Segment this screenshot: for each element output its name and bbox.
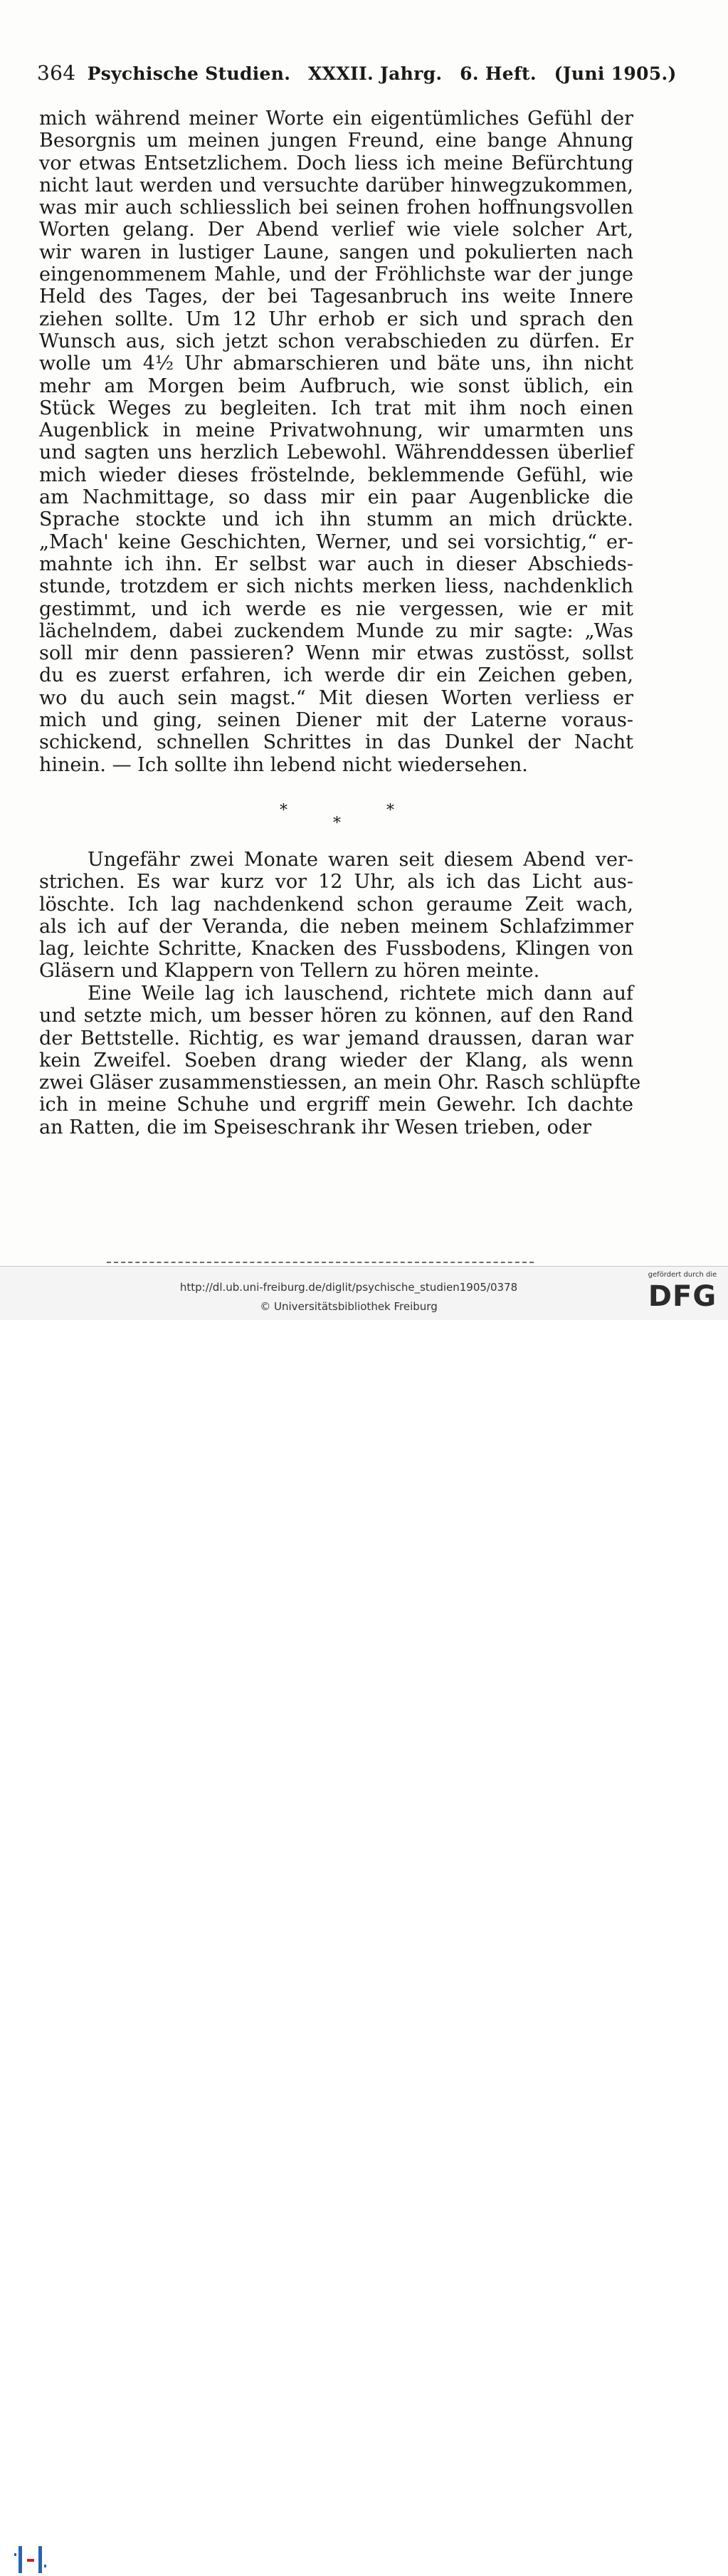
text-line: „Mach' keine Geschichten, Werner, und sei vorsichtig,“ er- [39,530,633,553]
text-line: und sagten uns herzlich Lebewohl. Währenddessen überlief [39,441,633,464]
copyright-notice: © Universitätsbibliothek Freiburg [260,1300,438,1313]
text-line: Besorgnis um meinen jungen Freund, eine bange Ahnung [39,130,633,152]
permalink[interactable]: http://dl.ub.uni-freiburg.de/diglit/psychische_studien1905/0378 [179,1281,518,1294]
text-line: du es zuerst erfahren, ich werde dir ein Zeichen geben, [39,664,633,687]
separator-star: * [386,802,394,820]
text-line: Wunsch aus, sich jetzt schon verabschieden zu dürfen. Er [39,330,633,352]
text-line: eingenommenem Mahle, und der Fröhlichste war der junge [39,263,633,286]
text-line: Sprache stockte und ich ihn stumm an mich drückte. [39,508,633,531]
text-line: als ich auf der Veranda, die neben meinem Schlafzimmer [39,915,633,938]
page-number: 364 [37,61,76,85]
issue-date: (Juni 1905.) [554,63,677,84]
separator-star: * [280,802,287,820]
text-line: schickend, schnellen Schrittes in das Dunkel der Nacht [39,731,633,754]
text-line: stunde, trotzdem er sich nichts merken liess, nachdenklich [39,575,633,598]
paragraph-3 [39,983,641,1138]
text-line: der Bettstelle. Richtig, es war jemand draussen, daran war [39,1027,633,1049]
text-line: an Ratten, die im Speiseschrank ihr Wesen trieben, oder [39,1116,592,1138]
text-line: mich wieder dieses fröstelnde, beklemmende Gefühl, wie [39,464,633,486]
text-line: mich und ging, seinen Diener mit der Laterne voraus- [39,709,633,732]
volume: XXXII. Jahrg. [307,63,443,84]
text-line: Stück Weges zu begleiten. Ich trat mit ihm noch einen [39,397,633,419]
text-line: mich während meiner Worte ein eigentümliches Gefühl der [39,108,633,130]
text-line: soll mir denn passieren? Wenn mir etwas zustösst, sollst [39,642,633,665]
text-line: strichen. Es war kurz vor 12 Uhr, als ich das Licht aus- [39,871,633,894]
text-line: was mir auch schliesslich bei seinen frohen hoffnungsvollen [39,197,633,219]
text-line: Eine Weile lag ich lauschend, richtete mich dann auf [88,983,633,1005]
text-line: Gläsern und Klappern von Tellern zu hören meinte. [39,960,540,983]
journal-title: Psychische Studien. [87,63,291,84]
text-line: Ungefähr zwei Monate waren seit diesem Abend ver- [88,849,633,871]
dfg-caption: gefördert durch die [648,1271,717,1279]
text-line: lächelndem, dabei zuckendem Munde zu mir sagte: „Was [39,619,633,642]
text-line: hinein. — Ich sollte ihn lebend nicht wiedersehen. [39,753,528,776]
bottom-rule [107,1262,534,1263]
text-line: mehr am Morgen beim Aufbruch, wie sonst üblich, ein [39,375,633,397]
issue: 6. Heft. [460,63,537,84]
dfg-logo: DFG [648,1280,717,1313]
text-line: wo du auch sein magst.“ Mit diesen Worten verliess er [39,686,633,709]
text-line: löschte. Ich lag nachdenkend schon geraume Zeit wach, [39,893,633,916]
text-line: vor etwas Entsetzlichem. Doch liess ich meine Befürchtung [39,152,633,174]
text-line: Held des Tages, der bei Tagesanbruch ins weite Innere [39,286,633,308]
separator-star: * [333,815,341,832]
paragraph-1 [39,108,633,776]
text-line: wir waren in lustiger Laune, sangen und pokulierten nach [39,241,633,263]
text-line: wolle um 4½ Uhr abmarschieren und bäte uns, ihn nicht [39,352,633,375]
text-line: gestimmt, und ich werde es nie vergessen, wie er mit [39,597,633,620]
text-line: am Nachmittage, so dass mir ein paar Augenblicke die [39,486,633,509]
text-line: ziehen sollte. Um 12 Uhr erhob er sich und sprach den [39,308,633,330]
paragraph-2 [39,849,633,983]
text-line: und setzte mich, um besser hören zu können, auf den Rand [39,1005,633,1027]
text-line: zwei Gläser zusammenstiessen, an mein Ohr. Rasch schlüpfte [39,1072,641,1094]
section-separator [270,802,413,833]
text-line: mahnte ich ihn. Er selbst war auch in dieser Abschieds- [39,553,633,575]
text-line: Worten gelang. Der Abend verlief wie viele solcher Art, [39,219,633,241]
text-line: Augenblick in meine Privatwohnung, wir umarmten uns [39,419,633,442]
ub-freiburg-logo-icon [14,2543,48,2576]
text-line: lag, leichte Schritte, Knacken des Fussbodens, Klingen von [39,938,633,960]
text-line: ich in meine Schuhe und ergriff mein Gewehr. Ich dachte [39,1094,633,1116]
text-line: nicht laut werden und versuchte darüber hinwegzukommen, [39,174,633,197]
text-line: kein Zweifel. Soeben drang wieder der Klang, als wenn [39,1049,633,1072]
scanned-page [0,0,728,1266]
running-header [37,61,677,85]
